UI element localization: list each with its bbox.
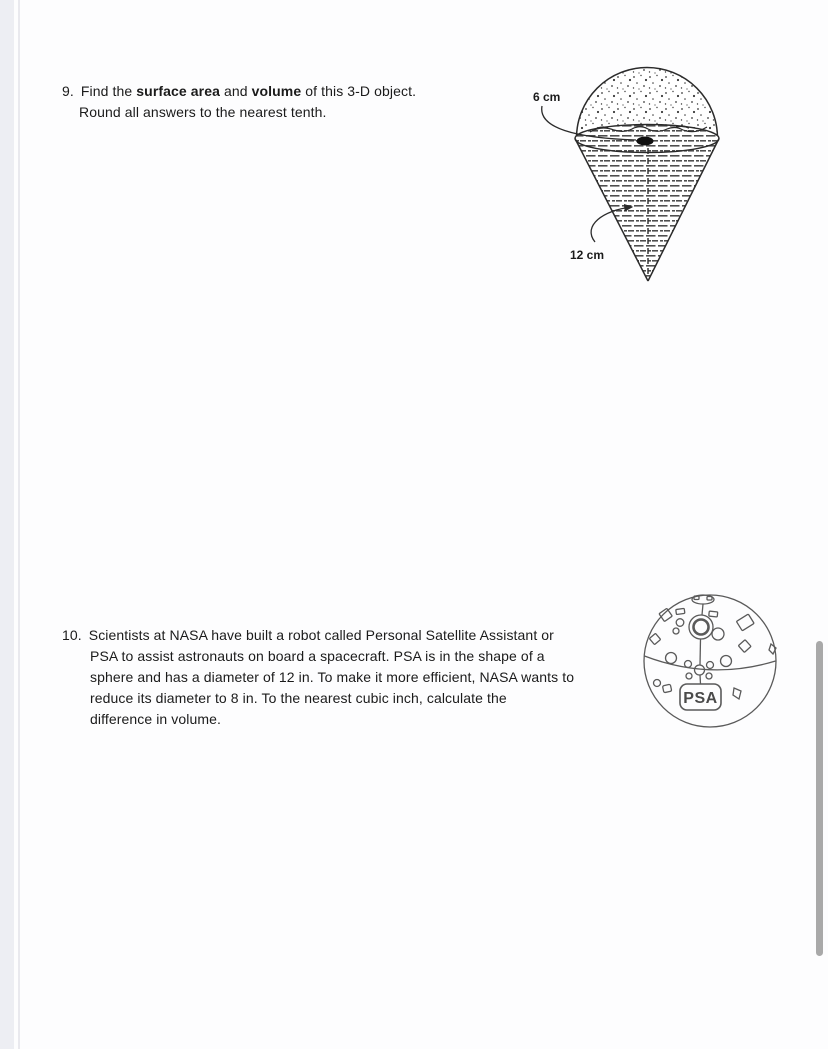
problem-9: [62, 81, 532, 123]
problem-9-line-2: Round all answers to the nearest tenth.: [79, 104, 327, 120]
text-segment: of this 3-D object.: [301, 83, 417, 99]
cone-height-label: 12 cm: [570, 248, 605, 262]
scrollbar-thumb[interactable]: [816, 641, 823, 956]
psa-robot-figure: [628, 584, 780, 734]
text-segment: Scientists at NASA have built a robot called Personal Satellite Assistant or: [88, 627, 554, 643]
text-segment-bold: volume: [251, 83, 302, 99]
psa-top-antenna: [692, 595, 714, 615]
text-segment: and: [219, 83, 252, 99]
page-edge-strip: [0, 0, 14, 1049]
problem-10: [62, 625, 652, 730]
problem-10-line-4: reduce its diameter to 8 in. To the nearest cubic inch, calculate the: [90, 690, 507, 706]
page-edge-line: [18, 0, 20, 1049]
text-segment: Find the: [80, 83, 137, 99]
psa-camera-lens: [689, 615, 713, 639]
problem-10-line-5: difference in volume.: [90, 711, 222, 727]
problem-10-number: 10.: [62, 627, 82, 643]
problem-10-line-3: sphere and has a diameter of 12 in. To make it more efficient, NASA wants to: [90, 669, 575, 685]
cone-radius-label: 6 cm: [533, 90, 561, 104]
problem-10-line-2: PSA to assist astronauts on board a spacecraft. PSA is in the shape of a: [90, 648, 545, 664]
psa-surface-details: [649, 608, 776, 699]
psa-equator-line: [645, 656, 776, 670]
ice-cream-cone-figure: [520, 58, 740, 288]
problem-9-line-1: [62, 81, 532, 102]
psa-label: PSA: [683, 690, 718, 707]
problem-9-number: 9.: [62, 83, 74, 99]
text-segment-bold: surface area: [136, 83, 220, 99]
problem-10-line-1: [62, 625, 652, 646]
psa-axis-line: [695, 639, 705, 684]
